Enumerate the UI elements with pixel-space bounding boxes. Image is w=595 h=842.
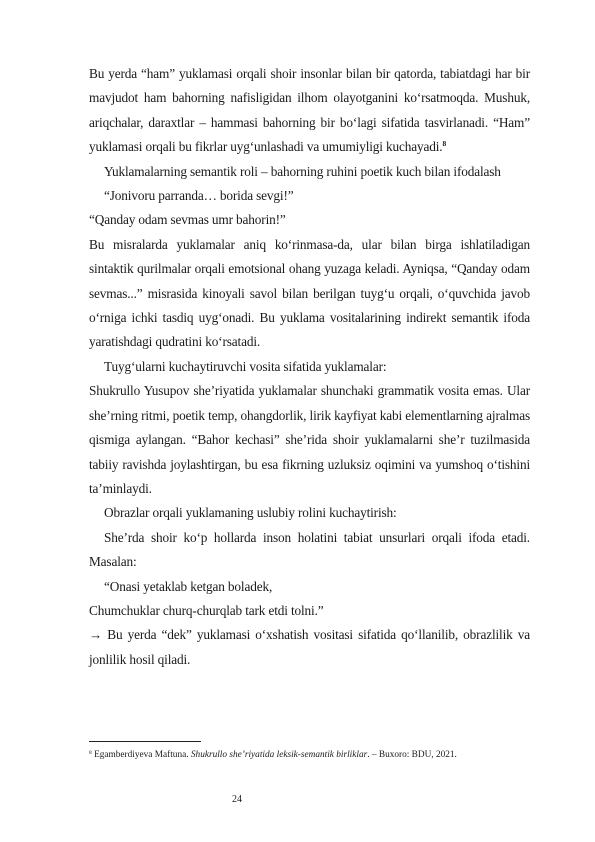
paragraph-2: Yuklamalarning semantik roli – bahorning ruhini poetik kuch bilan ifodalash <box>104 163 501 179</box>
page-body <box>89 62 530 672</box>
paragraph-1-text: Bu yerda “ham” yuklamasi orqali shoir insonlar bilan bir qatorda, tabiatdagi har bir mavjudot ham bahorning nafisligidan ilhom olayotganini ko‘rsatmoqda. Mushuk, ariqchalar, daraxtlar – hammasi bahorning bir bo‘lagi sifatida tasvirlanadi. “Ham” yuklamasi orqali bu fikrlar uyg‘unlashadi va umumiyligi kuchayadi. <box>89 66 530 155</box>
footnote <box>89 749 549 761</box>
quote-line-2: “Qanday odam sevmas umr bahorin!” <box>89 212 286 228</box>
footnote-author: Egamberdiyeva Maftuna. <box>94 750 189 760</box>
paragraph-8: → Bu yerda “dek” yuklamasi o‘xshatish vositasi sifatida qo‘llanilib, obrazlilik va jonlilik hosil qiladi. <box>89 627 530 667</box>
quote-line-1: “Jonivoru parranda… borida sevgi!” <box>104 188 294 204</box>
footnote-publication: . – Buxoro: BDU, 2021. <box>367 750 457 760</box>
footnote-number: 8 <box>89 750 92 756</box>
footnote-separator <box>89 741 201 742</box>
paragraph-6: Obrazlar orqali yuklamaning uslubiy rolini kuchaytirish: <box>104 505 397 521</box>
footnote-ref-8[interactable]: 8 <box>442 139 447 149</box>
paragraph-5: Shukrullo Yusupov she’riyatida yuklamalar shunchaki grammatik vosita emas. Ular she’rning ritmi, poetik temp, ohangdorlik, lirik kayfiyat kabi elementlarning ajralmas qismiga aylangan. “Bahor kechasi” she’rida shoir yuklamalarni she’r tuzilmasida tabiiy ravishda joylashtirgan, bu esa fikrning uzluksiz oqimini va yumshoq o‘tishini ta’minlaydi. <box>89 383 530 496</box>
page-number: 24 <box>232 794 242 805</box>
quote-line-3: “Onasi yetaklab ketgan boladek, <box>104 578 273 594</box>
quote-line-4: Chumchuklar churq-churqlab tark etdi tolni.” <box>89 602 324 618</box>
footnote-title: Shukrullo she’riyatida leksik-semantik birliklar <box>190 750 368 760</box>
paragraph-1 <box>89 62 530 160</box>
paragraph-7: She’rda shoir ko‘p hollarda inson holatini tabiat unsurlari orqali ifoda etadi. Masalan: <box>89 529 530 570</box>
paragraph-4: Tuyg‘ularni kuchaytiruvchi vosita sifatida yuklamalar: <box>104 358 387 374</box>
paragraph-3: Bu misralarda yuklamalar aniq ko‘rinmasa-da, ular bilan birga ishlatiladigan sintaktik qurilmalar orqali emotsional ohang yuzaga keladi. Ayniqsa, “Qanday odam sevmas...” misrasida kinoyali savol bilan berilgan tuyg‘u orqali, o‘quvchida javob o‘rniga ichki tasdiq uyg‘onadi. Bu yuklama vositalarining indirekt semantik ifoda yaratishdagi qudratini ko‘rsatadi. <box>89 236 530 350</box>
